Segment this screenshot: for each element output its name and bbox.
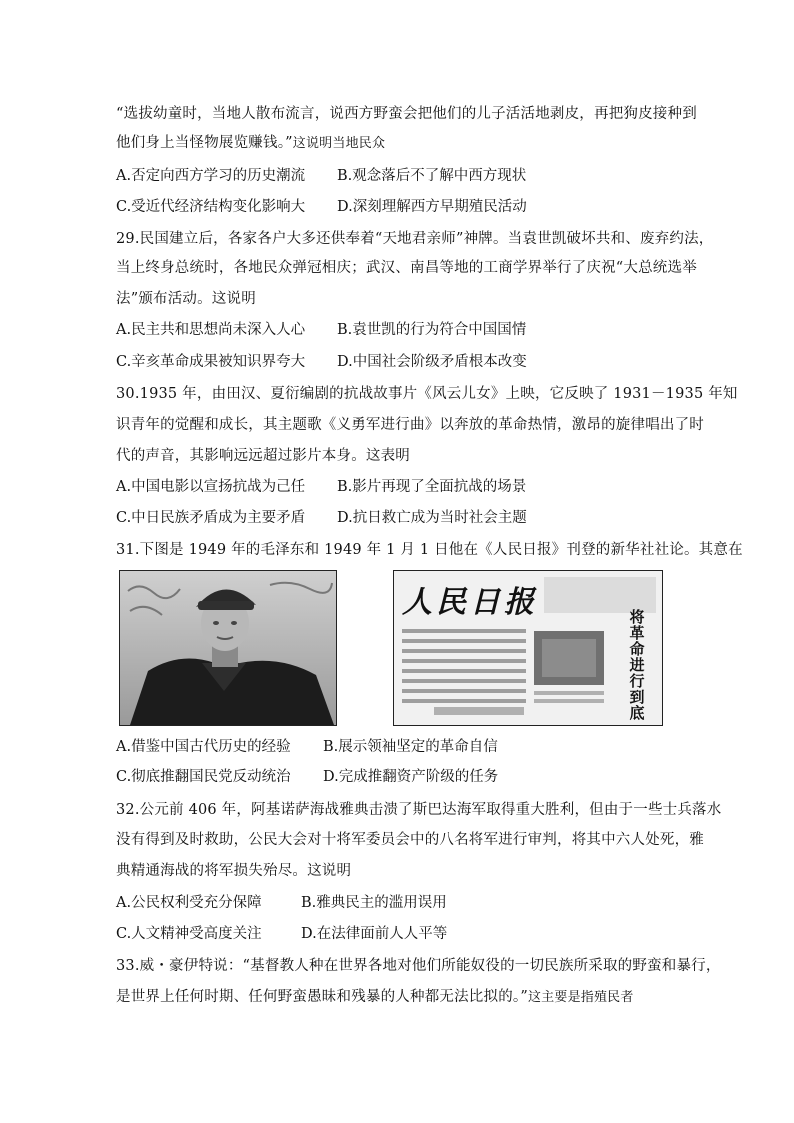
q29-option-c[interactable]: C.辛亥革命成果被知识界夸大 bbox=[116, 354, 306, 370]
q28-stem-line1: “选拔幼童时，当地人散布流言，说西方野蛮会把他们的儿子活活地剥皮，再把狗皮接种到 bbox=[116, 106, 697, 122]
q33-stem-line2 bbox=[116, 987, 634, 1008]
q29-option-a[interactable]: A.民主共和思想尚未深入人心 bbox=[116, 322, 306, 338]
q31-option-a[interactable]: A.借鉴中国古代历史的经验 bbox=[116, 739, 291, 755]
headline-char: 命 bbox=[629, 640, 645, 658]
q33-stem-line2a: 是世界上任何时期、任何野蛮愚昧和残暴的人种都无法比拟的。” bbox=[116, 989, 528, 1005]
q29-stem-line3: 法”颁布活动。这说明 bbox=[116, 291, 256, 307]
q32-option-a[interactable]: A.公民权利受充分保障 bbox=[116, 895, 262, 911]
q29-stem-line1: 29.民国建立后，各家各户大多还供奉着“天地君亲师”神牌。当袁世凯破坏共和、废弃约法， bbox=[116, 231, 714, 247]
q32-option-c[interactable]: C.人文精神受高度关注 bbox=[116, 926, 262, 942]
peoples-daily-clipping bbox=[393, 570, 663, 726]
q32-stem-line1: 32.公元前 406 年，阿基诺萨海战雅典击溃了斯巴达海军取得重大胜利，但由于一些士兵落水 bbox=[116, 802, 722, 818]
headline-char: 将 bbox=[629, 608, 645, 626]
q28-option-c[interactable]: C.受近代经济结构变化影响大 bbox=[116, 199, 306, 215]
q30-option-a[interactable]: A.中国电影以宣扬抗战为己任 bbox=[116, 479, 306, 495]
q33-stem-line1: 33.威・豪伊特说：“基督教人种在世界各地对他们所能奴役的一切民族所采取的野蛮和暴行， bbox=[116, 958, 721, 974]
q29-stem-line2: 当上终身总统时，各地民众弹冠相庆；武汉、南昌等地的工商学界举行了庆祝“大总统选举 bbox=[116, 260, 697, 276]
q29-option-b[interactable]: B.袁世凯的行为符合中国国情 bbox=[337, 322, 527, 338]
q28-option-d[interactable]: D.深刻理解西方早期殖民活动 bbox=[337, 199, 527, 215]
headline-char: 底 bbox=[629, 704, 645, 722]
q30-option-d[interactable]: D.抗日救亡成为当时社会主题 bbox=[337, 510, 527, 526]
newspaper-masthead: 人民日报 bbox=[402, 585, 538, 620]
q32-stem-line3: 典精通海战的将军损失殆尽。这说明 bbox=[116, 863, 352, 879]
q31-option-b[interactable]: B.展示领袖坚定的革命自信 bbox=[323, 739, 498, 755]
q30-option-b[interactable]: B.影片再现了全面抗战的场景 bbox=[337, 479, 527, 495]
headline-char: 行 bbox=[629, 672, 645, 690]
q31-stem-line1: 31.下图是 1949 年的毛泽东和 1949 年 1 月 1 日他在《人民日报》刊登的新华社社论。其意在 bbox=[116, 542, 743, 558]
q28-stem-line2a: 他们身上当怪物展览赚钱。” bbox=[116, 135, 293, 151]
headline-char: 革 bbox=[629, 624, 645, 642]
q32-option-d[interactable]: D.在法律面前人人平等 bbox=[301, 926, 448, 942]
q30-stem-line2: 识青年的觉醒和成长，其主题歌《义勇军进行曲》以奔放的革命热情，激昂的旋律唱出了时 bbox=[116, 417, 704, 433]
q30-stem-line1: 30.1935 年，由田汉、夏衍编剧的抗战故事片《风云儿女》上映，它反映了 1931－1935 年知 bbox=[116, 386, 738, 402]
q33-stem-line2b: 这主要是指殖民者 bbox=[527, 990, 634, 1005]
newspaper-headline bbox=[620, 609, 654, 721]
portrait-illustration bbox=[120, 571, 336, 725]
q30-stem-line3: 代的声音，其影响远远超过影片本身。这表明 bbox=[116, 448, 410, 464]
q28-option-b[interactable]: B.观念落后不了解中西方现状 bbox=[337, 168, 527, 184]
q30-option-c[interactable]: C.中日民族矛盾成为主要矛盾 bbox=[116, 510, 306, 526]
q31-option-d[interactable]: D.完成推翻资产阶级的任务 bbox=[323, 769, 499, 785]
q28-stem-line2b: 这说明当地民众 bbox=[292, 136, 386, 151]
q28-option-a[interactable]: A.否定向西方学习的历史潮流 bbox=[116, 168, 306, 184]
mao-portrait-photo bbox=[119, 570, 337, 726]
q31-option-c[interactable]: C.彻底推翻国民党反动统治 bbox=[116, 769, 291, 785]
headline-char: 进 bbox=[629, 656, 645, 674]
q29-option-d[interactable]: D.中国社会阶级矛盾根本改变 bbox=[337, 354, 527, 370]
q32-stem-line2: 没有得到及时救助，公民大会对十将军委员会中的八名将军进行审判，将其中六人处死，雅 bbox=[116, 832, 704, 848]
headline-char: 到 bbox=[629, 688, 645, 706]
q32-option-b[interactable]: B.雅典民主的滥用误用 bbox=[301, 895, 447, 911]
q28-stem-line2 bbox=[116, 133, 385, 154]
